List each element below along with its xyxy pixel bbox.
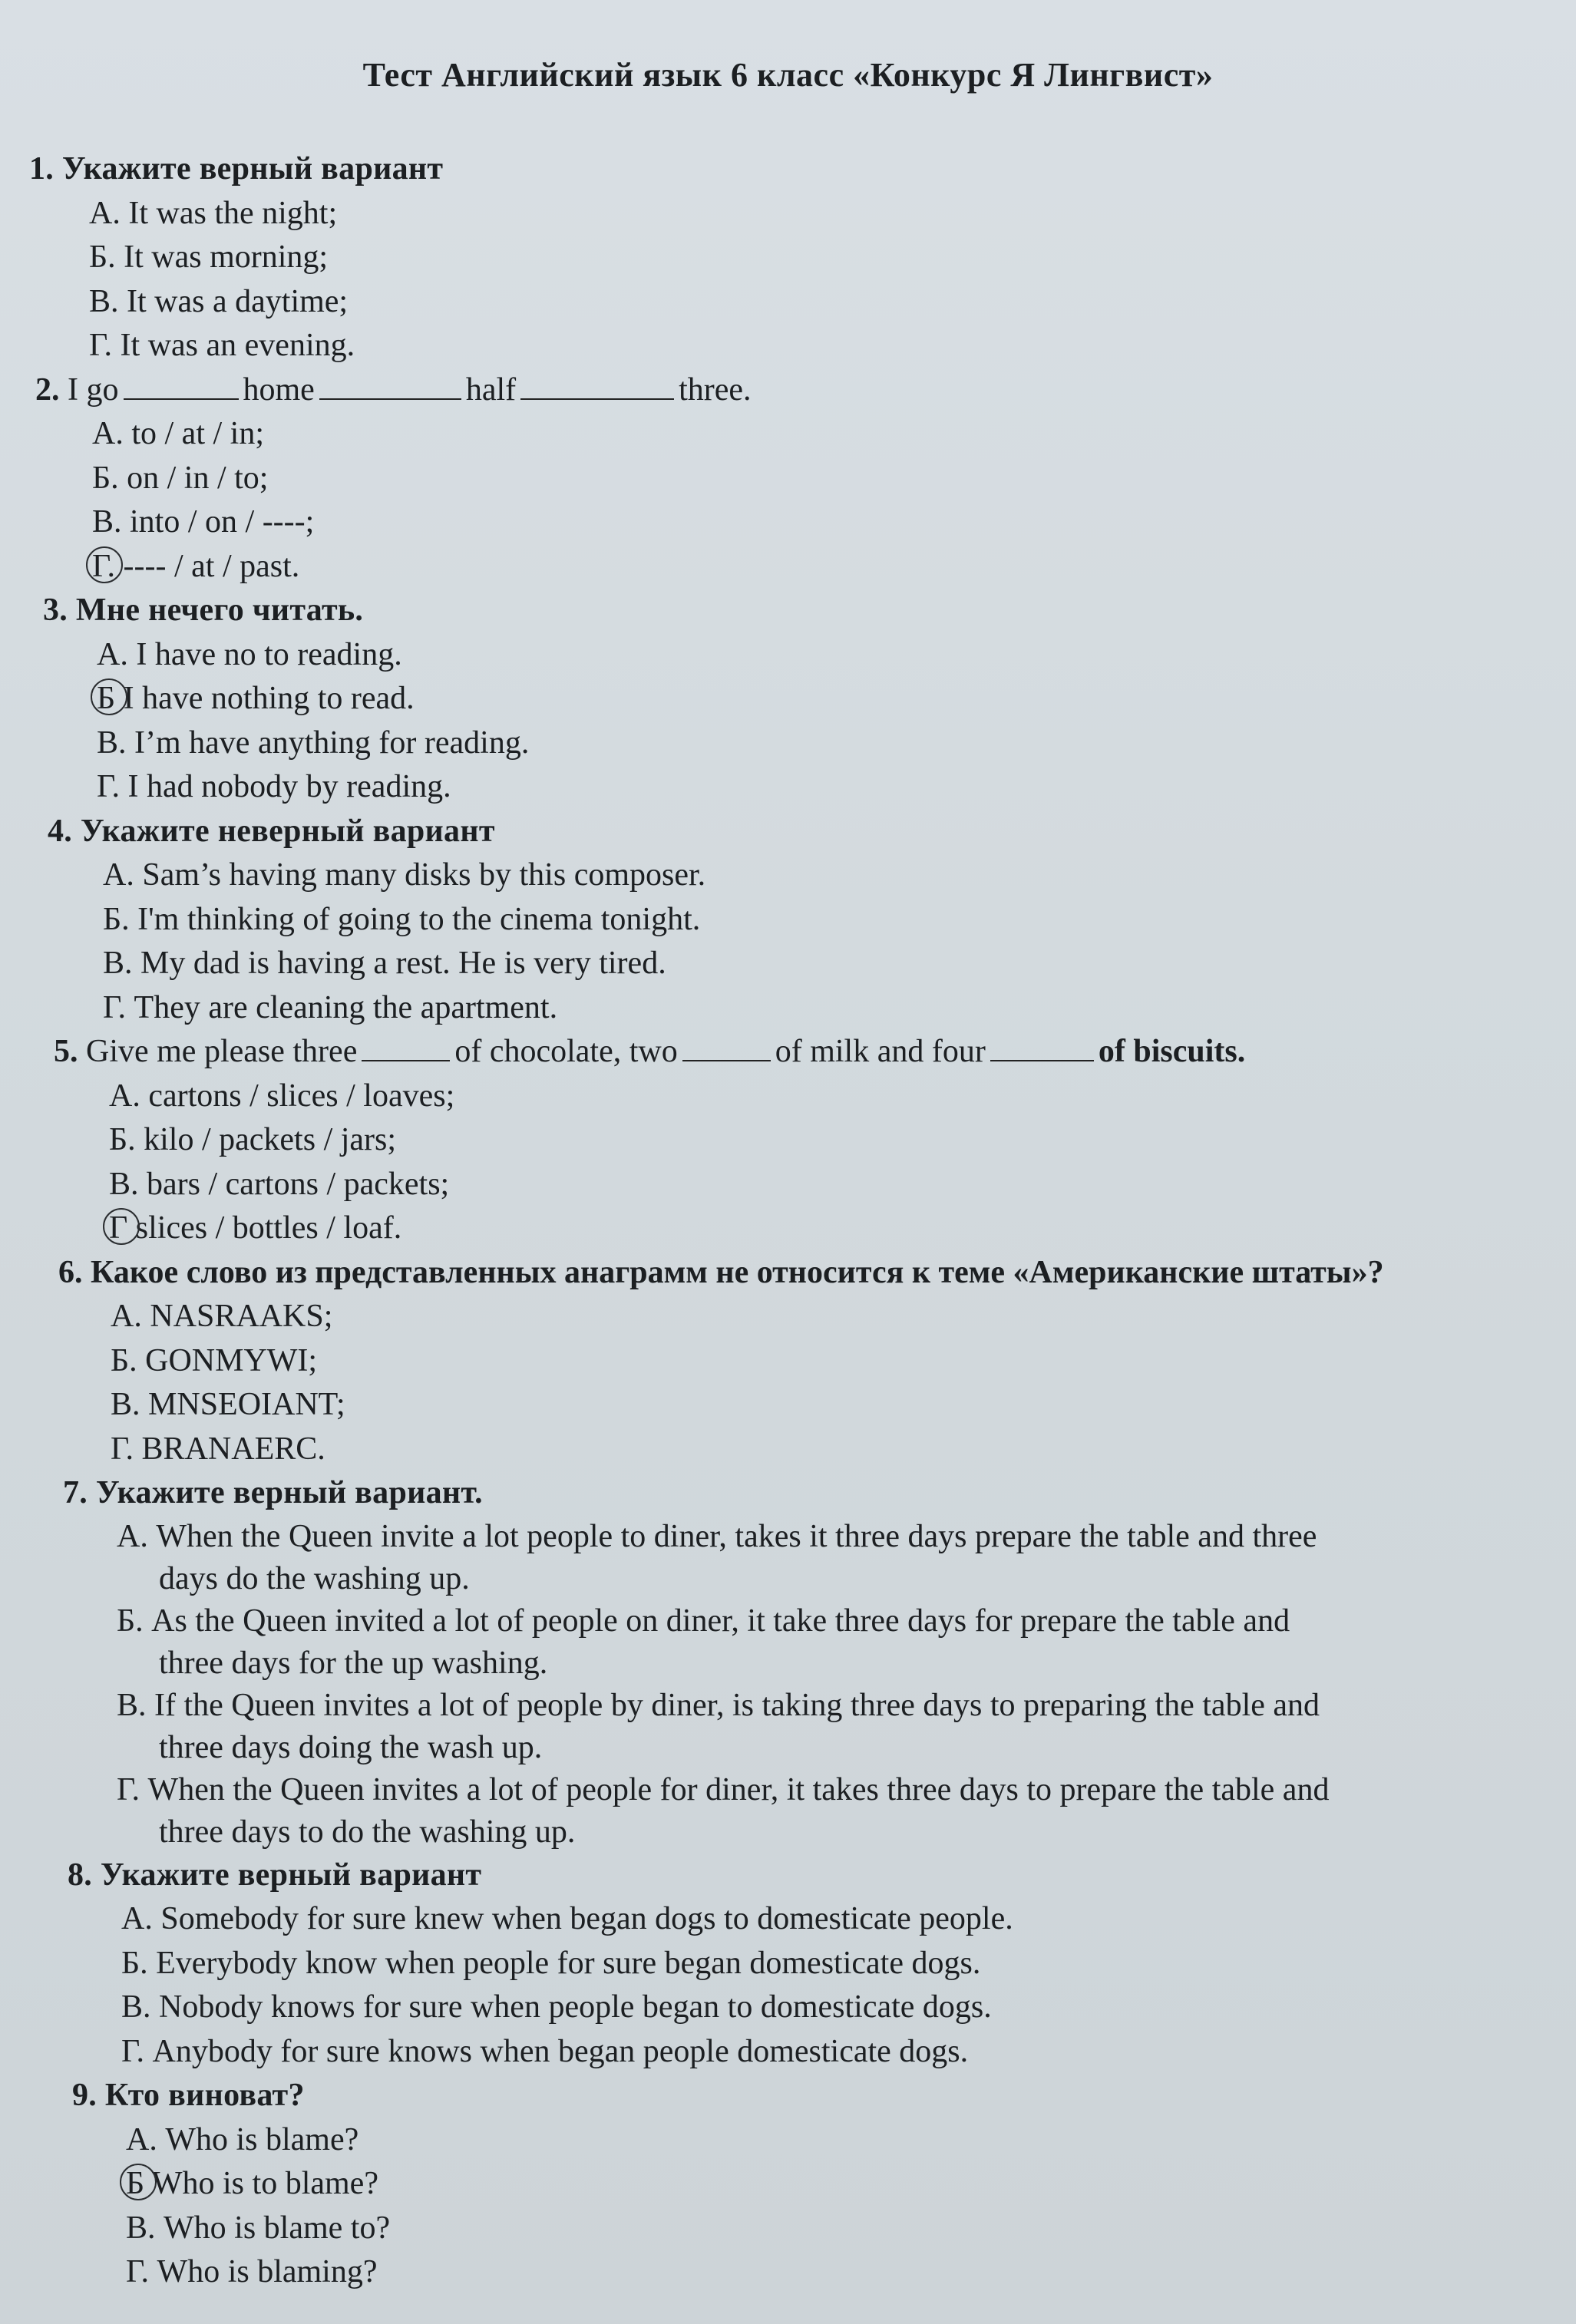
option-c[interactable] <box>126 2207 1576 2251</box>
answer-circle: Г <box>109 1207 127 1251</box>
option-a[interactable] <box>97 633 1576 678</box>
option-d-selected[interactable] <box>109 1207 1576 1251</box>
question-text <box>35 368 1576 413</box>
text-label: Everybody know when people for sure began domesticate dogs. <box>156 1945 981 1981</box>
question-text <box>58 1251 1576 1296</box>
text-label: It was a daytime; <box>127 283 349 319</box>
answer-circle: Г. <box>92 545 115 589</box>
question-1 <box>0 147 1576 368</box>
option-letter: В. <box>121 1989 151 2025</box>
option-a[interactable] <box>109 1075 1576 1119</box>
text-label: on / in / to; <box>127 460 269 496</box>
option-letter: А. <box>103 857 134 893</box>
text-label: of biscuits. <box>1098 1034 1246 1069</box>
option-letter: Г. <box>97 769 121 804</box>
answer-blank[interactable] <box>362 1034 450 1061</box>
page-title: Тест Английский язык 6 класс «Конкурс Я Лингвист» <box>362 56 1214 94</box>
option-a[interactable] <box>92 412 1576 457</box>
question-list <box>0 147 1576 2295</box>
option-letter: Г. <box>89 328 113 363</box>
text-label: home <box>243 371 315 408</box>
text-label: three days doing the wash up. <box>159 1729 543 1765</box>
option-letter: Г. <box>126 2254 150 2289</box>
option-letter: В. <box>109 1166 139 1202</box>
text-label: I go <box>68 371 119 408</box>
option-c[interactable] <box>97 721 1576 766</box>
option-c[interactable] <box>109 1163 1576 1207</box>
text-label: kilo / packets / jars; <box>144 1122 397 1157</box>
question-4 <box>0 810 1576 1031</box>
text-label: My dad is having a rest. He is very tired. <box>140 946 666 981</box>
text-label: Кто виноват? <box>104 2078 305 2113</box>
text-label: cartons / slices / loaves; <box>148 1078 455 1114</box>
option-c[interactable] <box>121 1986 1576 2030</box>
option-d[interactable] <box>126 2250 1576 2295</box>
option-d-selected[interactable] <box>92 545 1576 589</box>
option-b[interactable] <box>111 1339 1576 1384</box>
question-text <box>29 147 1576 192</box>
question-5 <box>0 1030 1576 1251</box>
question-2 <box>0 368 1576 589</box>
text-label: three. <box>679 371 752 408</box>
text-label: Укажите верный вариант <box>100 1857 482 1893</box>
option-letter: В. <box>126 2210 156 2246</box>
option-b[interactable] <box>109 1118 1576 1163</box>
option-b[interactable] <box>92 457 1576 501</box>
option-c[interactable] <box>117 1685 1576 1769</box>
text-label: to / at / in; <box>131 416 264 451</box>
answer-blank[interactable] <box>124 372 239 400</box>
option-letter: В. <box>89 283 119 319</box>
option-letter: Г. <box>111 1431 134 1467</box>
option-letter: Б. <box>109 1122 136 1157</box>
option-a[interactable] <box>117 1516 1576 1600</box>
text-label: bars / cartons / packets; <box>147 1166 450 1202</box>
text-label: I’m have anything for reading. <box>134 725 530 761</box>
text-label: days do the washing up. <box>159 1560 470 1596</box>
text-label: of chocolate, two <box>454 1034 678 1069</box>
answer-blank[interactable] <box>682 1034 771 1061</box>
text-label: I had nobody by reading. <box>127 769 451 804</box>
option-letter: В. <box>92 504 122 540</box>
text-label: Sam’s having many disks by this composer. <box>142 857 706 893</box>
question-9 <box>0 2074 1576 2295</box>
option-d[interactable] <box>121 2030 1576 2075</box>
question-text <box>48 810 1576 854</box>
option-b[interactable] <box>89 236 1576 280</box>
option-letter: В. <box>117 1687 147 1723</box>
question-number: 9. <box>72 2078 97 2113</box>
option-c[interactable] <box>111 1383 1576 1428</box>
option-b[interactable] <box>117 1600 1576 1685</box>
text-label: It was an evening. <box>120 328 355 363</box>
option-letter: Б. <box>92 460 119 496</box>
option-letter: А. <box>109 1078 140 1114</box>
option-letter: В. <box>97 725 127 761</box>
question-number: 8. <box>68 1857 93 1893</box>
question-7 <box>0 1471 1576 1854</box>
option-letter: Г. <box>117 1771 140 1807</box>
option-b-selected[interactable] <box>97 677 1576 721</box>
text-label: I have no to reading. <box>136 636 402 672</box>
text-label: Укажите верный вариант. <box>95 1475 483 1510</box>
question-number: 1. <box>29 151 55 187</box>
text-label: three days for the up washing. <box>159 1645 548 1681</box>
text-label: Мне нечего читать. <box>75 593 364 628</box>
option-letter: Б. <box>89 239 116 275</box>
text-label: Укажите неверный вариант <box>80 813 495 849</box>
text-label: into / on / ----; <box>130 504 315 540</box>
option-a[interactable] <box>121 1897 1576 1942</box>
question-number: 4. <box>48 813 73 849</box>
text-label: It was morning; <box>124 239 329 275</box>
option-c[interactable] <box>92 500 1576 545</box>
question-text <box>54 1030 1576 1075</box>
text-label: Укажите верный вариант <box>61 151 444 187</box>
text-label: GONMYWI; <box>145 1342 318 1378</box>
option-letter: А. <box>92 416 124 451</box>
answer-circle: Б <box>97 677 115 721</box>
option-c[interactable] <box>103 942 1576 986</box>
text-label: When the Queen invite a lot people to diner, takes it three days prepare the table and three <box>156 1518 1317 1554</box>
text-label: I have nothing to read. <box>123 681 415 716</box>
option-a[interactable] <box>111 1295 1576 1339</box>
option-d[interactable] <box>103 986 1576 1031</box>
question-text <box>68 1854 1576 1898</box>
text-label: of milk and four <box>775 1034 986 1069</box>
question-text <box>43 589 1576 633</box>
text-label: Nobody knows for sure when people began to domesticate dogs. <box>159 1989 992 2025</box>
option-letter: А. <box>117 1518 148 1554</box>
text-label: Somebody for sure knew when began dogs to domesticate people. <box>160 1901 1013 1936</box>
option-letter: Г. <box>103 989 127 1025</box>
text-label: Who is blaming? <box>157 2254 378 2289</box>
answer-circle: Б <box>126 2162 144 2207</box>
answer-blank[interactable] <box>520 372 674 400</box>
text-label: As the Queen invited a lot of people on diner, it take three days for prepare the table and <box>151 1603 1290 1639</box>
text-label: Give me please three <box>86 1034 358 1069</box>
text-label: ---- / at / past. <box>123 548 300 584</box>
text-label: BRANAERC. <box>141 1431 325 1467</box>
option-letter: А. <box>89 195 121 231</box>
question-number: 2. <box>35 371 60 408</box>
question-text <box>63 1471 1576 1516</box>
option-letter: Б. <box>121 1945 148 1981</box>
text-label: Anybody for sure knows when began people domesticate dogs. <box>152 2033 969 2069</box>
option-letter: А. <box>126 2121 157 2157</box>
question-text <box>72 2074 1576 2118</box>
option-letter: А. <box>97 636 128 672</box>
text-label: It was the night; <box>128 195 338 231</box>
option-letter: А. <box>121 1901 153 1936</box>
option-d[interactable] <box>117 1769 1576 1854</box>
option-d[interactable] <box>89 324 1576 368</box>
text-label: If the Queen invites a lot of people by diner, is taking three days to preparing the table and <box>154 1687 1320 1723</box>
text-label: Who is blame to? <box>164 2210 391 2246</box>
option-letter: Б. <box>103 901 130 937</box>
text-label: Who is to blame? <box>151 2166 378 2201</box>
question-number: 3. <box>43 593 68 628</box>
option-a[interactable] <box>103 853 1576 898</box>
option-a[interactable] <box>89 192 1576 236</box>
option-letter: В. <box>103 946 133 981</box>
question-8 <box>0 1854 1576 2075</box>
text-label: I'm thinking of going to the cinema tonight. <box>137 901 701 937</box>
question-number: 5. <box>54 1034 78 1069</box>
text-label: half <box>465 371 517 408</box>
answer-blank[interactable] <box>319 372 461 400</box>
text-label: MNSEOIANT; <box>148 1387 345 1422</box>
question-6 <box>0 1251 1576 1472</box>
text-label: slices / bottles / loaf. <box>135 1210 402 1246</box>
text-label: They are cleaning the apartment. <box>134 989 558 1025</box>
option-c[interactable] <box>89 280 1576 325</box>
option-b[interactable] <box>121 1942 1576 1986</box>
option-letter: Г. <box>121 2033 145 2069</box>
text-label: When the Queen invites a lot of people for diner, it takes three days to prepare the table and <box>147 1771 1330 1807</box>
option-letter: А. <box>111 1299 142 1334</box>
option-b-selected[interactable] <box>126 2162 1576 2207</box>
option-letter: В. <box>111 1387 140 1422</box>
text-label: Какое слово из представленных анаграмм не относится к теме «Американские штаты»? <box>91 1254 1384 1290</box>
text-label: Who is blame? <box>165 2121 359 2157</box>
option-d[interactable] <box>97 765 1576 810</box>
option-letter: Б. <box>111 1342 137 1378</box>
answer-blank[interactable] <box>990 1034 1094 1061</box>
option-b[interactable] <box>103 898 1576 942</box>
option-letter: Б. <box>117 1603 144 1639</box>
question-3 <box>0 589 1576 810</box>
question-number: 7. <box>63 1475 88 1510</box>
question-number: 6. <box>58 1254 83 1290</box>
text-label: NASRAAKS; <box>150 1299 333 1334</box>
option-a[interactable] <box>126 2118 1576 2163</box>
option-d[interactable] <box>111 1428 1576 1472</box>
text-label: three days to do the washing up. <box>159 1814 576 1850</box>
